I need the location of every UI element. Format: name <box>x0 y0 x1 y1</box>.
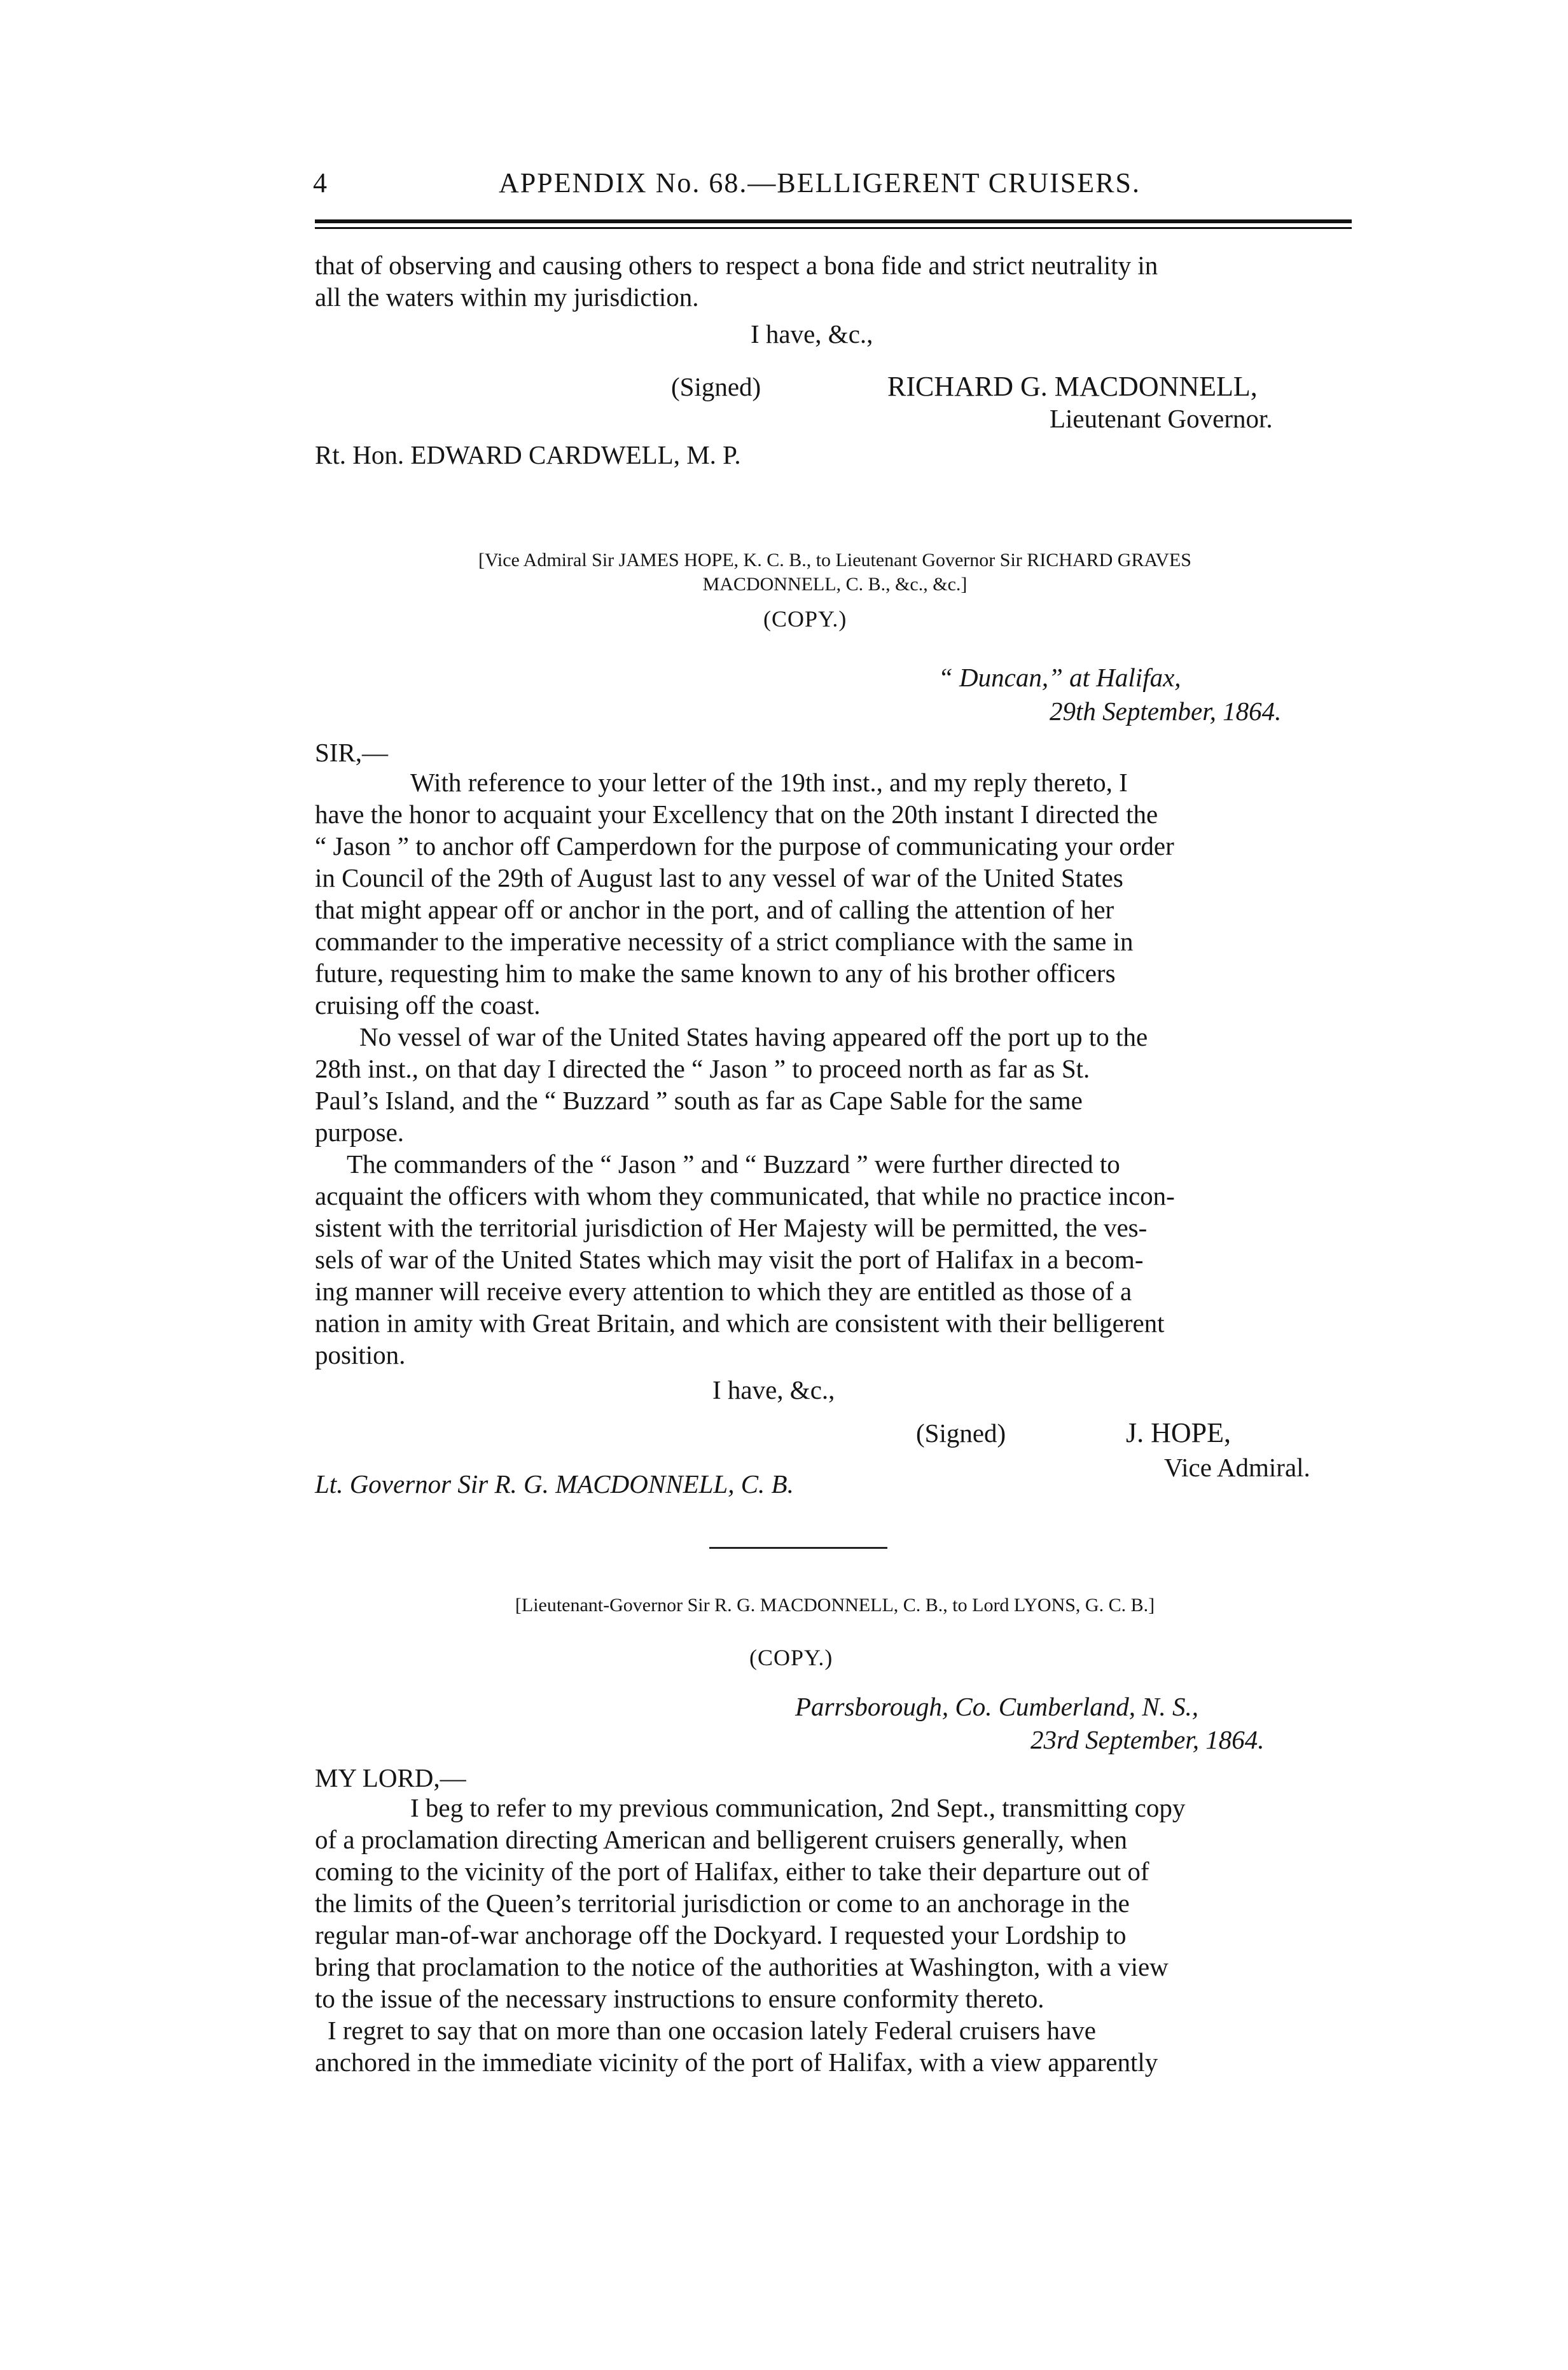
letter3-paragraph-2 <box>315 2014 1355 2078</box>
letter3-place: Parrsborough, Co. Cumberland, N. S., <box>795 1692 1199 1721</box>
letter2-heading-note <box>315 548 1355 597</box>
text-line: to the issue of the necessary instructions to ensure conformity thereto. <box>315 1984 1044 2013</box>
text-line: Paul’s Island, and the “ Buzzard ” south as far as Cape Sable for the same <box>315 1086 1083 1115</box>
letter1-closing-paragraph <box>315 249 1355 313</box>
text-line: purpose. <box>315 1118 405 1147</box>
letter3-heading-note: [Lieutenant-Governor Sir R. G. MACDONNELL, C. B., to Lord LYONS, G. C. B.] <box>515 1595 1155 1616</box>
page-header <box>313 167 1354 211</box>
running-title: APPENDIX No. 68.—BELLIGERENT CRUISERS. <box>499 167 1141 198</box>
letter2-signed: (Signed) <box>916 1418 1006 1448</box>
text-line: anchored in the immediate vicinity of the port of Halifax, with a view apparently <box>315 2048 1158 2077</box>
letter1-signer-title: Lieutenant Governor. <box>1050 404 1273 433</box>
text-line: sistent with the territorial jurisdiction of Her Majesty will be permitted, the ves- <box>315 1213 1148 1242</box>
letter3-paragraph-1 <box>315 1792 1355 2014</box>
letter1-signer: RICHARD G. MACDONNELL, <box>887 371 1258 402</box>
text-line: 28th inst., on that day I directed the “ Jason ” to proceed north as far as St. <box>315 1054 1090 1083</box>
text-line: nation in amity with Great Britain, and which are consistent with their belligerent <box>315 1308 1165 1338</box>
letter2-copy-mark: (COPY.) <box>763 606 847 632</box>
letter2-signer-title: Vice Admiral. <box>1164 1453 1310 1482</box>
letter2-paragraph-3 <box>315 1148 1355 1371</box>
letter2-addressee: Lt. Governor Sir R. G. MACDONNELL, C. B. <box>315 1469 794 1499</box>
note-line: MACDONNELL, C. B., &c., &c.] <box>702 574 968 595</box>
text-line: commander to the imperative necessity of a strict compliance with the same in <box>315 927 1134 956</box>
note-line: [Vice Admiral Sir JAMES HOPE, K. C. B., to Lieutenant Governor Sir RICHARD GRAVES <box>478 550 1191 571</box>
letter2-signer: J. HOPE, <box>1126 1417 1232 1448</box>
letter1-signed: (Signed) <box>671 372 761 401</box>
letter2-closing: I have, &c., <box>712 1375 835 1404</box>
section-divider <box>709 1547 887 1549</box>
text-line: that might appear off or anchor in the port, and of calling the attention of her <box>315 895 1114 924</box>
letter2-paragraph-2 <box>315 1021 1355 1148</box>
text-line: With reference to your letter of the 19th inst., and my reply thereto, I <box>410 768 1128 797</box>
letter2-date: 29th September, 1864. <box>1050 696 1282 726</box>
letter3-date: 23rd September, 1864. <box>1030 1725 1265 1754</box>
text-line: that of observing and causing others to respect a bona fide and strict neutrality in <box>315 251 1158 280</box>
text-line: in Council of the 29th of August last to any vessel of war of the United States <box>315 863 1123 892</box>
header-rule <box>315 219 1352 229</box>
letter2-place: “ Duncan,” at Halifax, <box>938 663 1181 692</box>
text-line: regular man-of-war anchorage off the Dockyard. I requested your Lordship to <box>315 1920 1127 1950</box>
page-number: 4 <box>313 167 328 198</box>
text-line: have the honor to acquaint your Excellency that on the 20th instant I directed the <box>315 800 1158 829</box>
text-line: cruising off the coast. <box>315 990 541 1020</box>
text-line: acquaint the officers with whom they communicated, that while no practice incon- <box>315 1181 1175 1210</box>
letter2-paragraph-1 <box>315 766 1355 1021</box>
letter1-addressee: Rt. Hon. EDWARD CARDWELL, M. P. <box>315 440 741 469</box>
text-line: The commanders of the “ Jason ” and “ Buzzard ” were further directed to <box>347 1149 1120 1179</box>
text-line: I beg to refer to my previous communication, 2nd Sept., transmitting copy <box>410 1793 1186 1822</box>
text-line: future, requesting him to make the same known to any of his brother officers <box>315 959 1116 988</box>
text-line: “ Jason ” to anchor off Camperdown for the purpose of communicating your order <box>315 831 1174 861</box>
text-line: the limits of the Queen’s territorial jurisdiction or come to an anchorage in the <box>315 1888 1130 1918</box>
text-line: ing manner will receive every attention to which they are entitled as those of a <box>315 1277 1132 1306</box>
text-line: bring that proclamation to the notice of the authorities at Washington, with a view <box>315 1952 1169 1981</box>
text-line: all the waters within my jurisdiction. <box>315 282 699 312</box>
text-line: No vessel of war of the United States having appeared off the port up to the <box>359 1022 1148 1051</box>
text-line: sels of war of the United States which may visit the port of Halifax in a becom- <box>315 1245 1144 1274</box>
letter2-salutation: SIR,— <box>315 738 389 767</box>
text-line: position. <box>315 1340 406 1369</box>
text-line: coming to the vicinity of the port of Halifax, either to take their departure out of <box>315 1857 1149 1886</box>
text-line: I regret to say that on more than one occasion lately Federal cruisers have <box>328 2016 1096 2045</box>
letter3-copy-mark: (COPY.) <box>749 1645 833 1670</box>
letter1-closing: I have, &c., <box>751 319 873 349</box>
letter3-salutation: MY LORD,— <box>315 1763 466 1792</box>
text-line: of a proclamation directing American and belligerent cruisers generally, when <box>315 1825 1127 1854</box>
